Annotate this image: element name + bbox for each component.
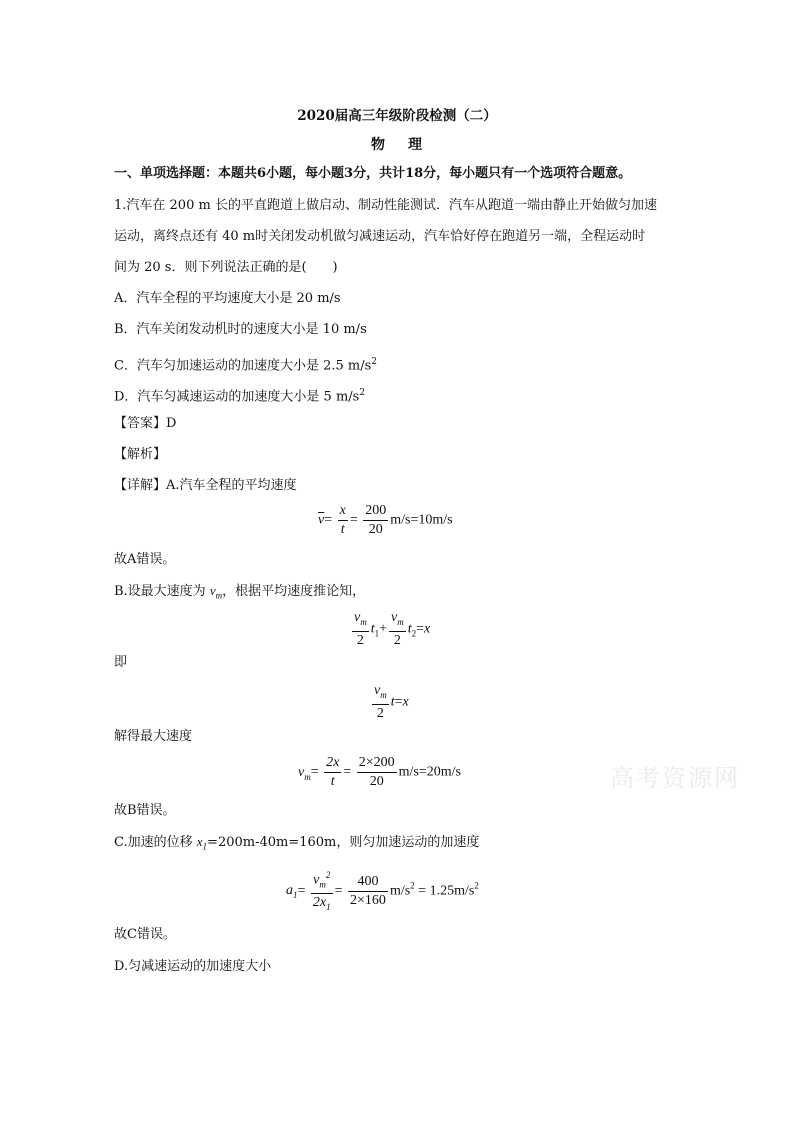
question-stem-line-3: 间为 20 s．则下列说法正确的是( ) — [114, 260, 338, 275]
detail-a: 【详解】A.汽车全程的平均速度 — [114, 478, 297, 493]
answer-label: 【答案】D — [114, 416, 177, 431]
ji-label: 即 — [114, 655, 128, 670]
equation-simplified: $\frac{v_m}{2}$ t=x — [374, 683, 409, 721]
equation-max-speed: $v_m=$ $\frac{2x}{t}$ = $\frac{2\times 200}{20}$ m/s=20m/s — [298, 755, 462, 789]
option-a: A．汽车全程的平均速度大小是 20 m/s — [114, 291, 341, 306]
option-c: C．汽车匀加速运动的加速度大小是 2.5 $m/s^2$ — [114, 357, 377, 374]
d-intro: D.匀减速运动的加速度大小 — [114, 959, 272, 974]
wrong-b: 故B错误。 — [114, 803, 176, 818]
option-d: D．汽车匀减速运动的加速度大小是 5 $m/s^2$ — [114, 388, 366, 405]
c-intro: C.加速的位移 $x_1=200m-40m=160m$，则匀加速运动的加速度 — [114, 834, 480, 852]
subject-title: 物 理 — [371, 137, 423, 153]
equation-average-speed: $\overline{v}=$ $\frac{x}{t}$ = $\frac{200}{20}$ m/s=10m/s — [318, 503, 453, 537]
section-heading: 一、单项选择题：本题共6小题，每小题3分，共计18分，每小题只有一个选项符合题意。 — [114, 166, 632, 181]
b-intro: B.设最大速度为 $v_m$，根据平均速度推论知， — [114, 583, 366, 601]
page-title: 2020届高三年级阶段检测（二） — [297, 108, 497, 124]
question-stem-line-1: 1.汽车在 200 m 长的平直跑道上做启动、制动性能测试．汽车从跑道一端由静止开始做匀加速 — [114, 198, 657, 213]
equation-displacement: $\frac{v_m}{2}$ $t_1+$ $\frac{v_m}{2}$ $t_2=x$ — [354, 610, 431, 648]
wrong-a: 故A错误。 — [114, 552, 176, 567]
watermark: 高考资源网 — [610, 764, 740, 792]
question-stem-line-2: 运动，离终点还有 40 m时关闭发动机做匀减速运动，汽车恰好停在跑道另一端，全程运动时 — [114, 229, 646, 244]
analysis-label: 【解析】 — [114, 447, 167, 462]
solve-max-speed: 解得最大速度 — [114, 729, 193, 744]
equation-acceleration: $a_1=$ $\frac{v_m^2}{2x_1}$ = $\frac{400}{2\times 160}$ $m/s^2 = 1.25m/s^2$ — [286, 866, 479, 916]
wrong-c: 故C错误。 — [114, 927, 176, 942]
option-b: B．汽车关闭发动机时的速度大小是 10 m/s — [114, 322, 367, 337]
